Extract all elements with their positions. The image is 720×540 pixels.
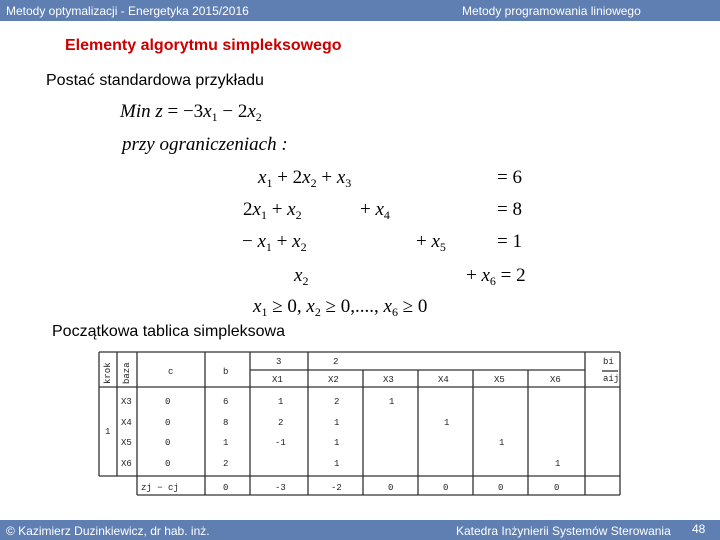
- row-coef: 1: [278, 397, 284, 407]
- department: Katedra Inżynierii Systemów Sterowania: [456, 524, 671, 538]
- var-header-x6: X6: [550, 375, 561, 385]
- row-coef: 2: [334, 397, 340, 407]
- row-c: 0: [165, 438, 171, 448]
- constraint-rhs-3: = 1: [497, 231, 522, 252]
- constraint-row-2-slack: + $x_4$: [360, 199, 390, 222]
- row-b: 1: [223, 438, 229, 448]
- row-coef: 1: [334, 438, 340, 448]
- row-b: 8: [223, 418, 229, 428]
- constraint-row-3-slack: + $x_5$: [416, 231, 446, 254]
- row-c: 0: [165, 397, 171, 407]
- constraint-row-2: $2x_1 + x_2$: [243, 199, 302, 222]
- row-c: 0: [165, 418, 171, 428]
- constraint-row-3: − $x_1 + x_2$: [242, 231, 307, 254]
- objective-function: Min $z = -3x_1 - 2x_2$: [120, 101, 262, 124]
- row-base: X5: [121, 438, 132, 448]
- cost-x1: 3: [276, 357, 282, 367]
- standard-form-heading: Postać standardowa przykładu: [46, 72, 264, 89]
- row-coef: -1: [275, 438, 286, 448]
- section-title: Metody programowania liniowego: [462, 4, 641, 18]
- constraints-label: przy ograniczeniach :: [122, 134, 288, 155]
- row-coef: 1: [444, 418, 450, 428]
- zj-cj-value: 0: [498, 483, 504, 493]
- row-coef: 1: [334, 459, 340, 469]
- ratio-numerator: bi: [603, 357, 614, 367]
- course-title: Metody optymalizacji - Energetyka 2015/2016: [6, 4, 249, 18]
- author: © Kazimierz Duzinkiewicz, dr hab. inż.: [6, 524, 210, 538]
- var-header-x4: X4: [438, 375, 449, 385]
- zj-cj-b: 0: [223, 483, 229, 493]
- col-b-label: b: [223, 367, 229, 377]
- zj-cj-value: 0: [554, 483, 560, 493]
- zj-cj-value: -2: [331, 483, 342, 493]
- initial-tableau-heading: Początkowa tablica simpleksowa: [52, 323, 285, 340]
- constraint-row-4-slack: + $x_6 = 2$: [466, 265, 526, 288]
- slide-title: Elementy algorytmu simpleksowego: [65, 37, 342, 54]
- zj-cj-value: -3: [275, 483, 286, 493]
- row-base: X6: [121, 459, 132, 469]
- zj-cj-value: 0: [388, 483, 394, 493]
- col-c-label: c: [168, 367, 174, 377]
- var-header-x5: X5: [494, 375, 505, 385]
- var-header-x3: X3: [383, 375, 394, 385]
- var-header-x1: X1: [272, 375, 283, 385]
- constraint-row-4: $x_2$: [294, 265, 309, 288]
- page-number: 48: [692, 522, 706, 536]
- constraint-rhs-1: = 6: [497, 167, 522, 188]
- var-header-x2: X2: [328, 375, 339, 385]
- nonnegativity-constraint: $x_1 \ge 0$, $x_2 \ge 0$,...., $x_6 \ge 0$: [253, 296, 428, 319]
- row-coef: 1: [389, 397, 395, 407]
- step-number: 1: [105, 427, 111, 437]
- cost-x2: 2: [333, 357, 339, 367]
- footer-bar: [0, 520, 720, 540]
- col-krok-label: krok: [103, 362, 113, 384]
- constraint-row-1: $x_1 + 2x_2 + x_3$: [258, 167, 352, 190]
- zj-cj-label: zj − cj: [141, 483, 179, 493]
- zj-cj-value: 0: [443, 483, 449, 493]
- row-base: X4: [121, 418, 132, 428]
- row-coef: 1: [555, 459, 561, 469]
- ratio-denominator: aij: [603, 374, 620, 384]
- row-coef: 1: [499, 438, 505, 448]
- row-base: X3: [121, 397, 132, 407]
- col-baza-label: baza: [122, 362, 132, 384]
- row-b: 2: [223, 459, 229, 469]
- row-coef: 1: [334, 418, 340, 428]
- constraint-rhs-2: = 8: [497, 199, 522, 220]
- row-b: 6: [223, 397, 229, 407]
- row-coef: 2: [278, 418, 284, 428]
- row-c: 0: [165, 459, 171, 469]
